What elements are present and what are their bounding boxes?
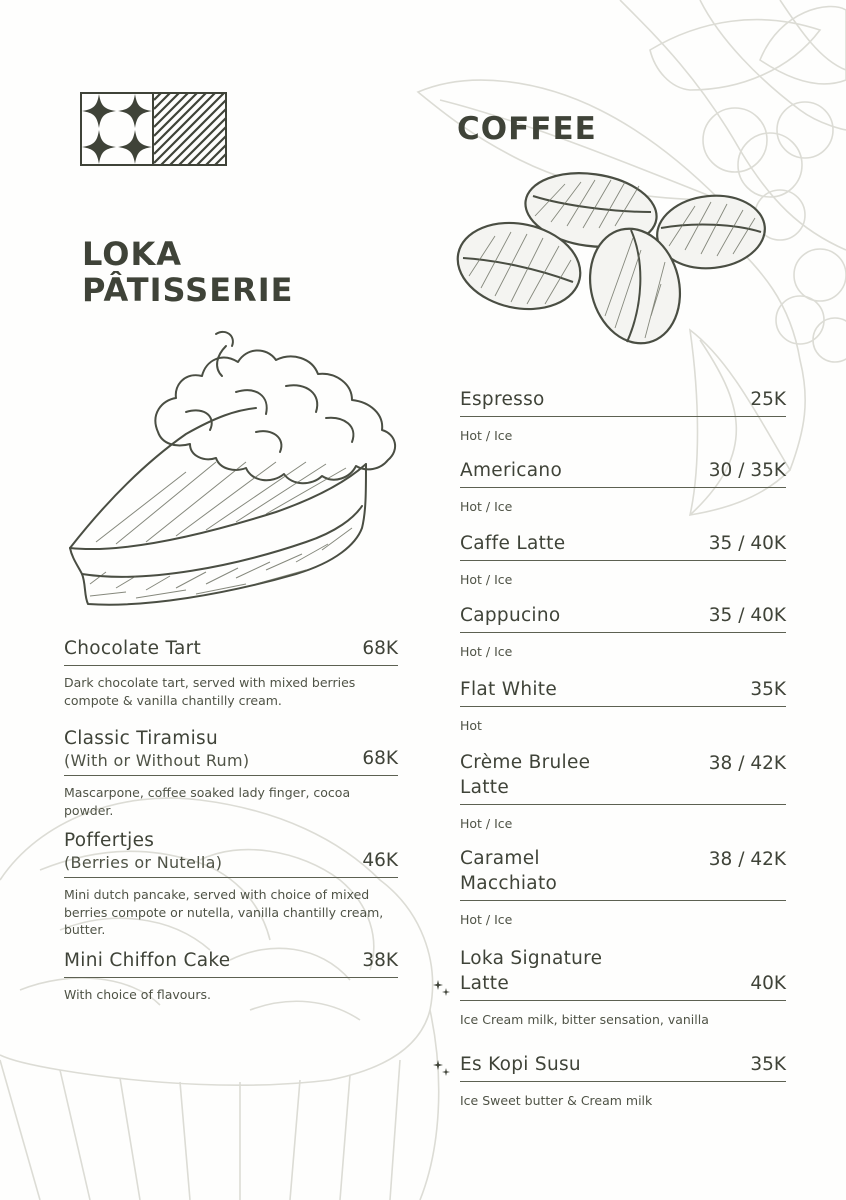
item-description: Mini dutch pancake, served with choice of mixed berries compote or nutella, vanilla chantilly cream, butter. — [64, 887, 384, 937]
menu-item — [460, 1052, 786, 1110]
menu-item-row — [460, 603, 786, 633]
item-name: Espresso — [460, 389, 545, 410]
brand-title-line-1: LOKA — [82, 235, 183, 273]
menu-item — [64, 828, 398, 939]
item-name: Caffe Latte — [460, 533, 566, 554]
item-price: 46K — [362, 850, 398, 871]
menu-item-row — [64, 828, 398, 878]
menu-item — [460, 458, 786, 516]
four-point-star-grid-icon — [82, 94, 152, 164]
item-description: Hot / Ice — [460, 816, 513, 831]
item-price: 68K — [362, 638, 398, 659]
item-price: 30 / 35K — [708, 460, 786, 481]
item-name: Loka Signature Latte — [460, 948, 603, 994]
item-description: Hot / Ice — [460, 572, 513, 587]
item-price: 35 / 40K — [708, 605, 786, 626]
menu-item — [460, 387, 786, 445]
menu-item — [460, 677, 786, 735]
item-price: 25K — [750, 389, 786, 410]
item-name: Mini Chiffon Cake — [64, 950, 231, 971]
item-description: Hot / Ice — [460, 428, 513, 443]
section-title-coffee: COFFEE — [457, 111, 597, 147]
item-price: 38 / 42K — [708, 753, 786, 774]
pie-slice-illustration — [66, 322, 400, 612]
menu-item-row — [64, 636, 398, 666]
item-description: Hot / Ice — [460, 644, 513, 659]
item-name: Classic Tiramisu (With or Without Rum) — [64, 728, 250, 770]
item-price: 38 / 42K — [708, 849, 786, 870]
menu-item-row — [460, 750, 786, 805]
item-name: Es Kopi Susu — [460, 1054, 581, 1075]
item-name: Cappucino — [460, 605, 561, 626]
coffee-beans-illustration — [455, 166, 769, 348]
menu-item-row — [460, 946, 786, 1001]
item-price: 68K — [362, 748, 398, 769]
item-price: 40K — [750, 973, 786, 994]
item-price: 38K — [362, 950, 398, 971]
menu-item-row — [460, 387, 786, 417]
menu-item-row — [460, 458, 786, 488]
item-name: Flat White — [460, 679, 558, 700]
menu-item-row — [460, 1052, 786, 1082]
brand-title — [82, 236, 412, 308]
brand-title-line-2: PÂTISSERIE — [82, 271, 294, 309]
item-description: Dark chocolate tart, served with mixed berries compote & vanilla chantilly cream. — [64, 675, 356, 708]
menu-item-row — [64, 726, 398, 776]
menu-item-row — [460, 677, 786, 707]
item-name: Chocolate Tart — [64, 638, 202, 659]
menu-item — [460, 750, 786, 833]
menu-item-row — [460, 531, 786, 561]
item-price: 35 / 40K — [708, 533, 786, 554]
item-name: Americano — [460, 460, 563, 481]
item-name: Caramel Macchiato — [460, 848, 558, 894]
diagonal-stripes-icon — [154, 93, 226, 165]
brand-logo — [80, 92, 227, 166]
item-description: Mascarpone, coffee soaked lady finger, cocoa powder. — [64, 785, 351, 818]
menu-item — [64, 948, 398, 1004]
menu-item — [460, 531, 786, 589]
item-description: Hot — [460, 718, 482, 733]
menu-item-row — [64, 948, 398, 978]
item-price: 35K — [750, 679, 786, 700]
menu-item — [460, 846, 786, 929]
menu-item — [64, 726, 398, 819]
sparkle-icon — [432, 978, 452, 998]
item-description: Ice Sweet butter & Cream milk — [460, 1093, 653, 1108]
item-description: Hot / Ice — [460, 499, 513, 514]
item-subtitle: (Berries or Nutella) — [64, 853, 223, 872]
item-description: Ice Cream milk, bitter sensation, vanilla — [460, 1012, 709, 1027]
item-description: Hot / Ice — [460, 912, 513, 927]
menu-item — [460, 946, 786, 1029]
item-price: 35K — [750, 1054, 786, 1075]
item-name: Poffertjes (Berries or Nutella) — [64, 830, 223, 872]
menu-item — [460, 603, 786, 661]
menu-item — [64, 636, 398, 709]
sparkle-icon — [432, 1058, 452, 1078]
menu-item-row — [460, 846, 786, 901]
item-subtitle: (With or Without Rum) — [64, 751, 250, 770]
item-description: With choice of flavours. — [64, 987, 211, 1002]
item-name: Crème Brulee Latte — [460, 752, 591, 798]
